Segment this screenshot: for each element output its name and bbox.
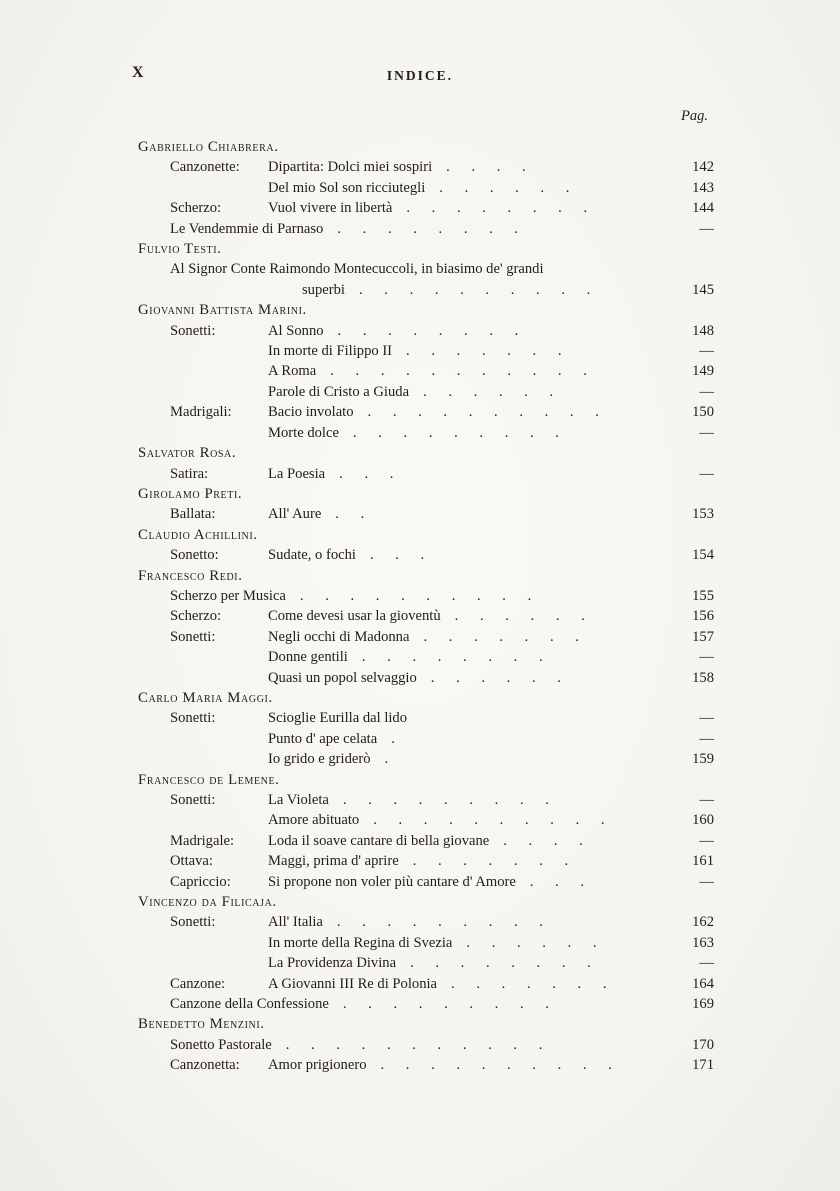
entry-title: All' Aure: [268, 506, 322, 523]
folio-number: X: [132, 64, 145, 81]
page-title: INDICE.: [386, 68, 454, 83]
entry-title: Come devesi usar la gioventù: [268, 608, 441, 625]
author-heading: Francesco Redi.: [138, 567, 243, 584]
dot-leader: . . . . . . . . .: [342, 996, 549, 1013]
entry-page: 170: [692, 1036, 714, 1053]
entry-title: Scherzo per Musica: [170, 587, 286, 604]
entry-label: Sonetti:: [170, 914, 216, 931]
index-section: [138, 300, 714, 443]
entry-label: Sonetti:: [170, 628, 216, 645]
index-list: [138, 137, 714, 1076]
entry-title: La Providenza Divina: [268, 955, 397, 972]
entry-label: Madrigale:: [170, 832, 235, 849]
entry-title: Loda il soave cantare di bella giovane: [268, 832, 490, 849]
entry-row: [138, 810, 714, 830]
dot-leader: . . . . . .: [454, 608, 585, 625]
index-section: [138, 239, 714, 300]
dot-leader: . . . . . . . . . .: [367, 404, 599, 421]
entry-page: 144: [692, 200, 714, 217]
entry-label: Ballata:: [170, 506, 216, 523]
entry-title: Morte dolce: [268, 424, 339, 441]
dot-leader: .: [391, 730, 395, 747]
entry-label: Canzonette:: [170, 159, 240, 176]
entry-page: —: [699, 730, 714, 747]
entry-row: [138, 157, 714, 177]
entry-row: [138, 341, 714, 361]
index-section: [138, 525, 714, 566]
author-heading: Francesco de Lemene.: [138, 771, 280, 788]
entry-title: Vuol vivere in libertà: [268, 200, 393, 217]
entry-row: [138, 729, 714, 749]
entry-title: A Giovanni III Re di Polonia: [268, 975, 438, 992]
dot-leader: . . . . . . . . . . .: [330, 363, 587, 380]
author-heading: Salvator Rosa.: [138, 445, 237, 462]
entry-row: [138, 259, 714, 279]
entry-row: [138, 423, 714, 443]
entry-title: Bacio involato: [268, 404, 354, 421]
entry-title: All' Italia: [268, 914, 323, 931]
entry-page: 158: [692, 669, 714, 686]
entry-page: 145: [692, 281, 714, 298]
entry-page: —: [699, 710, 714, 727]
dot-leader: . . . . . . . . .: [342, 792, 549, 808]
dot-leader: . . . . . . . .: [406, 200, 588, 217]
entry-page: —: [699, 343, 714, 360]
entry-page: —: [699, 832, 714, 849]
entry-row: [138, 198, 714, 218]
dot-leader: . . . . . . . .: [410, 955, 591, 972]
entry-row: [138, 647, 714, 667]
author-heading: Carlo Maria Maggi.: [138, 689, 273, 706]
entry-page: 149: [692, 363, 714, 380]
entry-page: 142: [692, 159, 714, 176]
entry-title: Sonetto Pastorale: [170, 1036, 272, 1053]
entry-title: La Poesia: [268, 465, 326, 482]
entry-label: Canzonetta:: [170, 1057, 240, 1074]
dot-leader: . . . . . .: [466, 934, 597, 951]
author-heading: Giovanni Battista Marini.: [138, 302, 307, 319]
entry-title: Scioglie Eurilla dal lido: [268, 710, 408, 727]
entry-title: A Roma: [268, 363, 317, 380]
dot-leader: . . . . . . . . . .: [373, 812, 605, 829]
dot-leader: . . . . . . .: [412, 853, 569, 870]
entry-page: —: [699, 649, 714, 666]
entry-row: [138, 872, 714, 892]
dot-leader: . . . . . . . .: [361, 649, 543, 666]
pag-column-label: Pag.: [681, 108, 708, 124]
entry-page: —: [699, 465, 714, 482]
entry-label: Sonetti:: [170, 792, 216, 808]
entry-title: Maggi, prima d' aprire: [268, 853, 399, 870]
dot-leader: . . .: [529, 873, 585, 890]
entry-page: —: [699, 220, 714, 237]
entry-title: Io grido e griderò: [268, 751, 371, 768]
index-section: [138, 443, 714, 484]
entry-title: Le Vendemmie di Parnaso: [170, 220, 324, 237]
entry-row: [138, 1055, 714, 1075]
entry-row: [138, 606, 714, 626]
entry-page: —: [699, 424, 714, 441]
entry-page: 159: [692, 751, 714, 768]
index-section: [138, 892, 714, 1014]
entry-label: Sonetti:: [170, 710, 216, 727]
entry-title: Quasi un popol selvaggio: [268, 669, 417, 686]
index-section: [138, 137, 714, 239]
entry-title: In morte di Filippo II: [268, 343, 393, 360]
entry-page: 162: [692, 914, 714, 931]
entry-row: [138, 668, 714, 688]
dot-leader: . . .: [369, 547, 425, 564]
entry-label: Ottava:: [170, 853, 213, 870]
entry-row: [138, 1035, 714, 1055]
dot-leader: . .: [335, 506, 365, 523]
entry-page: 156: [692, 608, 714, 625]
entry-row: [138, 545, 714, 565]
author-heading: Claudio Achillini.: [138, 526, 258, 543]
entry-page: 161: [692, 853, 714, 870]
entry-row: [138, 994, 714, 1014]
entry-page: 153: [692, 506, 714, 523]
entry-page: 164: [692, 975, 714, 992]
author-heading: Vincenzo da Filicaja.: [138, 894, 277, 911]
entry-page: —: [699, 955, 714, 972]
entry-row: [138, 464, 714, 484]
entry-title: Punto d' ape celata: [268, 730, 378, 747]
dot-leader: . . . . . . . . . . .: [285, 1036, 543, 1053]
dot-leader: . . . . . . . . .: [352, 424, 559, 441]
entry-row: [138, 953, 714, 973]
author-heading: Fulvio Testi.: [138, 241, 222, 258]
entry-row: [138, 504, 714, 524]
entry-title: Canzone della Confessione: [170, 996, 329, 1013]
dot-leader: . . . . . .: [423, 383, 554, 400]
dot-leader: . . . . . . . . .: [336, 914, 543, 931]
entry-page: —: [699, 873, 714, 890]
dot-leader: . . .: [339, 465, 394, 482]
entry-row: [138, 831, 714, 851]
entry-label: Scherzo:: [170, 608, 222, 625]
entry-page: 171: [692, 1057, 714, 1074]
entry-title: Amore abituato: [268, 812, 360, 829]
entry-row: [138, 912, 714, 932]
dot-leader: . . . . . . . .: [337, 220, 519, 237]
entry-label: Madrigali:: [170, 404, 232, 421]
entry-page: 163: [692, 934, 714, 951]
entry-label: Scherzo:: [170, 200, 222, 217]
entry-row: [138, 382, 714, 402]
entry-row: [138, 280, 714, 300]
entry-page: —: [699, 383, 714, 400]
dot-leader: . . . . . . . . . .: [299, 587, 532, 604]
index-section: [138, 566, 714, 688]
entry-row: [138, 708, 714, 728]
entry-title: Al Sonno: [268, 322, 324, 339]
dot-leader: .: [384, 751, 389, 768]
entry-row: [138, 790, 714, 810]
entry-label: Capriccio:: [170, 873, 231, 890]
entry-page: —: [699, 792, 714, 808]
entry-title: Dipartita: Dolci miei sospiri: [268, 159, 433, 176]
entry-page: 150: [692, 404, 714, 421]
entry-page: 148: [692, 322, 714, 339]
dot-leader: . . . . . .: [439, 179, 570, 196]
entry-title: La Violeta: [268, 792, 329, 808]
author-heading: Girolamo Preti.: [138, 485, 243, 502]
entry-label: Sonetti:: [170, 322, 216, 339]
entry-label: Satira:: [170, 465, 209, 482]
entry-title: Del mio Sol son ricciutegli: [268, 179, 426, 196]
entry-page: 155: [692, 587, 714, 604]
entry-title: Amor prigionero: [268, 1057, 367, 1074]
index-section: [138, 688, 714, 770]
dot-leader: . . . . . . .: [423, 628, 579, 645]
entry-label: Sonetto:: [170, 547, 219, 564]
entry-page: 169: [692, 996, 714, 1013]
entry-title: superbi: [302, 281, 345, 298]
index-section: [138, 1014, 714, 1075]
entry-row: [138, 749, 714, 769]
entry-row: [138, 586, 714, 606]
entry-row: [138, 974, 714, 994]
entry-row: [138, 627, 714, 647]
entry-title: Al Signor Conte Raimondo Montecuccoli, in biasimo de' grandi: [170, 261, 544, 278]
entry-title: Si propone non voler più cantare d' Amore: [268, 873, 516, 890]
entry-title: Sudate, o fochi: [268, 547, 356, 564]
dot-leader: . . . . . . .: [451, 975, 607, 992]
index-section: [138, 770, 714, 892]
entry-row: [138, 933, 714, 953]
author-heading: Gabriello Chiabrera.: [138, 139, 279, 155]
entry-row: [138, 178, 714, 198]
entry-row: [138, 402, 714, 422]
entry-label: Canzone:: [170, 975, 226, 992]
entry-row: [138, 361, 714, 381]
dot-leader: . . . .: [503, 832, 583, 849]
dot-leader: . . . . . . . . . .: [358, 281, 591, 298]
dot-leader: . . . .: [446, 159, 526, 176]
entry-title: In morte della Regina di Svezia: [268, 934, 453, 951]
entry-page: 143: [692, 179, 714, 196]
entry-page: 160: [692, 812, 714, 829]
dot-leader: . . . . . .: [430, 669, 561, 686]
entry-title: Parole di Cristo a Giuda: [268, 383, 410, 400]
dot-leader: . . . . . . . .: [337, 322, 519, 339]
entry-title: Negli occhi di Madonna: [268, 628, 410, 645]
entry-page: 154: [692, 547, 714, 564]
entry-page: 157: [692, 628, 714, 645]
entry-row: [138, 851, 714, 871]
index-section: [138, 484, 714, 525]
author-heading: Benedetto Menzini.: [138, 1016, 265, 1033]
entry-row: [138, 321, 714, 341]
dot-leader: . . . . . . . . . .: [380, 1057, 612, 1074]
entry-row: [138, 219, 714, 239]
dot-leader: . . . . . . .: [406, 343, 562, 360]
entry-title: Donne gentili: [268, 649, 348, 666]
